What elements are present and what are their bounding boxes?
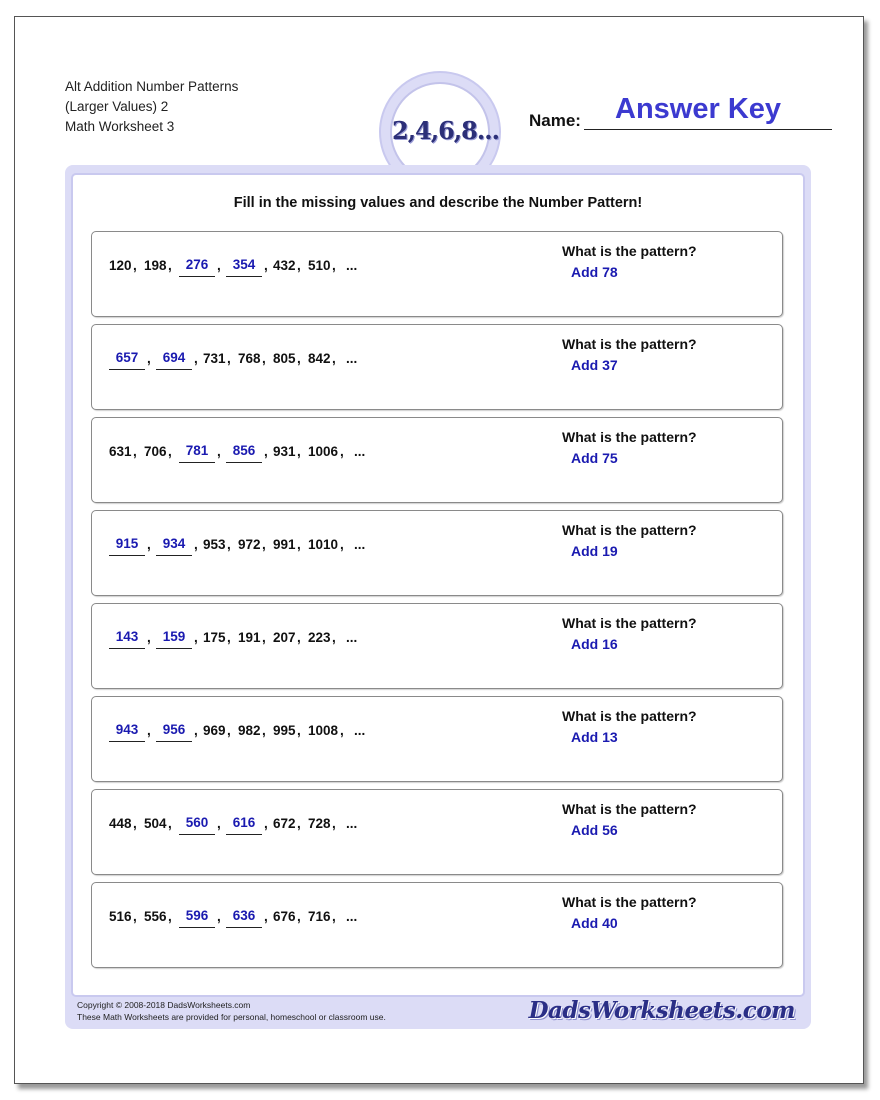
pattern-answer[interactable]: Add 75 (571, 450, 618, 466)
comma: , (168, 258, 172, 273)
comma: , (227, 537, 231, 552)
comma: , (194, 351, 198, 366)
problem-row (91, 696, 783, 782)
answer-blank[interactable]: 934 (156, 536, 192, 556)
ellipsis: ... (346, 816, 358, 831)
ellipsis: ... (354, 444, 366, 459)
comma: , (194, 537, 198, 552)
comma: , (332, 351, 336, 366)
answer-blank[interactable]: 596 (179, 908, 215, 928)
pattern-answer[interactable]: Add 13 (571, 729, 618, 745)
comma: , (332, 816, 336, 831)
comma: , (297, 537, 301, 552)
answer-blank[interactable]: 781 (179, 443, 215, 463)
problem-row (91, 510, 783, 596)
sequence-term: 207 (273, 630, 296, 645)
name-value: Answer Key (615, 93, 782, 125)
sequence-term: 432 (273, 258, 296, 273)
sequence-term: 175 (203, 630, 226, 645)
answer-blank[interactable]: 915 (109, 536, 145, 556)
instructions: Fill in the missing values and describe the Number Pattern! (233, 195, 643, 211)
pattern-question: What is the pattern? (562, 615, 697, 631)
sequence-term: 1006 (308, 444, 339, 459)
sequence-term: 631 (109, 444, 132, 459)
comma: , (297, 723, 301, 738)
sequence-term: 731 (203, 351, 226, 366)
badge-text: 2,4,6,8... (392, 116, 499, 145)
comma: , (147, 723, 151, 738)
comma: , (297, 351, 301, 366)
comma: , (133, 444, 137, 459)
pattern-question: What is the pattern? (562, 243, 697, 259)
sequence-term: 556 (144, 909, 167, 924)
sequence-term: 953 (203, 537, 226, 552)
problem-frame (65, 165, 811, 1029)
ellipsis: ... (354, 723, 366, 738)
comma: , (262, 537, 266, 552)
name-line (584, 129, 832, 130)
comma: , (147, 630, 151, 645)
sequence-term: 516 (109, 909, 132, 924)
title-line-3: Math Worksheet 3 (65, 119, 175, 134)
sequence-term: 1008 (308, 723, 339, 738)
problem-row (91, 789, 783, 875)
sequence-term: 805 (273, 351, 296, 366)
sequence-term: 1010 (308, 537, 339, 552)
comma: , (262, 351, 266, 366)
sequence-term: 931 (273, 444, 296, 459)
pattern-question: What is the pattern? (562, 336, 697, 352)
sequence-term: 728 (308, 816, 331, 831)
problem-row (91, 324, 783, 410)
pattern-answer[interactable]: Add 37 (571, 357, 618, 373)
comma: , (264, 816, 268, 831)
footer (65, 997, 811, 1029)
comma: , (168, 909, 172, 924)
answer-blank[interactable]: 636 (226, 908, 262, 928)
answer-blank[interactable]: 159 (156, 629, 192, 649)
pattern-answer[interactable]: Add 56 (571, 822, 618, 838)
pattern-question: What is the pattern? (562, 708, 697, 724)
worksheet-title (65, 77, 238, 137)
ellipsis: ... (346, 351, 358, 366)
pattern-answer[interactable]: Add 19 (571, 543, 618, 559)
comma: , (133, 909, 137, 924)
comma: , (262, 630, 266, 645)
sequence-term: 842 (308, 351, 331, 366)
answer-blank[interactable]: 856 (226, 443, 262, 463)
answer-blank[interactable]: 354 (226, 257, 262, 277)
answer-blank[interactable]: 956 (156, 722, 192, 742)
usage-notice: These Math Worksheets are provided for personal, homeschool or classroom use. (77, 1012, 386, 1022)
sequence-term: 223 (308, 630, 331, 645)
comma: , (147, 537, 151, 552)
pattern-question: What is the pattern? (562, 801, 697, 817)
comma: , (262, 723, 266, 738)
comma: , (297, 630, 301, 645)
ellipsis: ... (346, 258, 358, 273)
pattern-question: What is the pattern? (562, 429, 697, 445)
comma: , (332, 258, 336, 273)
comma: , (133, 816, 137, 831)
comma: , (332, 909, 336, 924)
comma: , (332, 630, 336, 645)
comma: , (194, 630, 198, 645)
problem-row (91, 231, 783, 317)
sequence-term: 510 (308, 258, 331, 273)
comma: , (227, 630, 231, 645)
comma: , (147, 351, 151, 366)
site-logo: DadsWorksheets.com (528, 997, 795, 1024)
comma: , (194, 723, 198, 738)
name-label: Name: (529, 111, 581, 130)
comma: , (264, 258, 268, 273)
comma: , (217, 444, 221, 459)
comma: , (297, 816, 301, 831)
pattern-answer[interactable]: Add 40 (571, 915, 618, 931)
sequence-term: 969 (203, 723, 226, 738)
comma: , (227, 351, 231, 366)
answer-blank[interactable]: 560 (179, 815, 215, 835)
sequence-term: 972 (238, 537, 261, 552)
sequence-term: 191 (238, 630, 261, 645)
ellipsis: ... (346, 909, 358, 924)
comma: , (168, 444, 172, 459)
comma: , (340, 537, 344, 552)
pattern-question: What is the pattern? (562, 894, 697, 910)
comma: , (297, 909, 301, 924)
comma: , (340, 723, 344, 738)
answer-blank[interactable]: 657 (109, 350, 145, 370)
answer-blank[interactable]: 276 (179, 257, 215, 277)
problem-row (91, 603, 783, 689)
sequence-term: 448 (109, 816, 132, 831)
sequence-term: 120 (109, 258, 132, 273)
sequence-term: 982 (238, 723, 261, 738)
sequence-term: 672 (273, 816, 296, 831)
worksheet-page (14, 16, 864, 1084)
comma: , (168, 816, 172, 831)
comma: , (340, 444, 344, 459)
comma: , (264, 909, 268, 924)
comma: , (217, 909, 221, 924)
pattern-answer[interactable]: Add 78 (571, 264, 618, 280)
answer-blank[interactable]: 943 (109, 722, 145, 742)
comma: , (217, 816, 221, 831)
comma: , (297, 444, 301, 459)
answer-blank[interactable]: 616 (226, 815, 262, 835)
comma: , (227, 723, 231, 738)
problem-row (91, 882, 783, 968)
sequence-term: 706 (144, 444, 167, 459)
ellipsis: ... (346, 630, 358, 645)
answer-blank[interactable]: 143 (109, 629, 145, 649)
comma: , (297, 258, 301, 273)
comma: , (264, 444, 268, 459)
comma: , (133, 258, 137, 273)
copyright-line: Copyright © 2008-2018 DadsWorksheets.com (77, 1000, 251, 1010)
sequence-term: 768 (238, 351, 261, 366)
comma: , (217, 258, 221, 273)
copyright-text (77, 999, 386, 1023)
title-line-2: (Larger Values) 2 (65, 99, 169, 114)
sequence-term: 991 (273, 537, 296, 552)
ellipsis: ... (354, 537, 366, 552)
problem-row (91, 417, 783, 503)
pattern-answer[interactable]: Add 16 (571, 636, 618, 652)
sequence-term: 716 (308, 909, 331, 924)
sequence-term: 504 (144, 816, 167, 831)
sequence-term: 198 (144, 258, 167, 273)
pattern-question: What is the pattern? (562, 522, 697, 538)
answer-blank[interactable]: 694 (156, 350, 192, 370)
title-line-1: Alt Addition Number Patterns (65, 79, 239, 94)
sequence-term: 676 (273, 909, 296, 924)
sequence-term: 995 (273, 723, 296, 738)
